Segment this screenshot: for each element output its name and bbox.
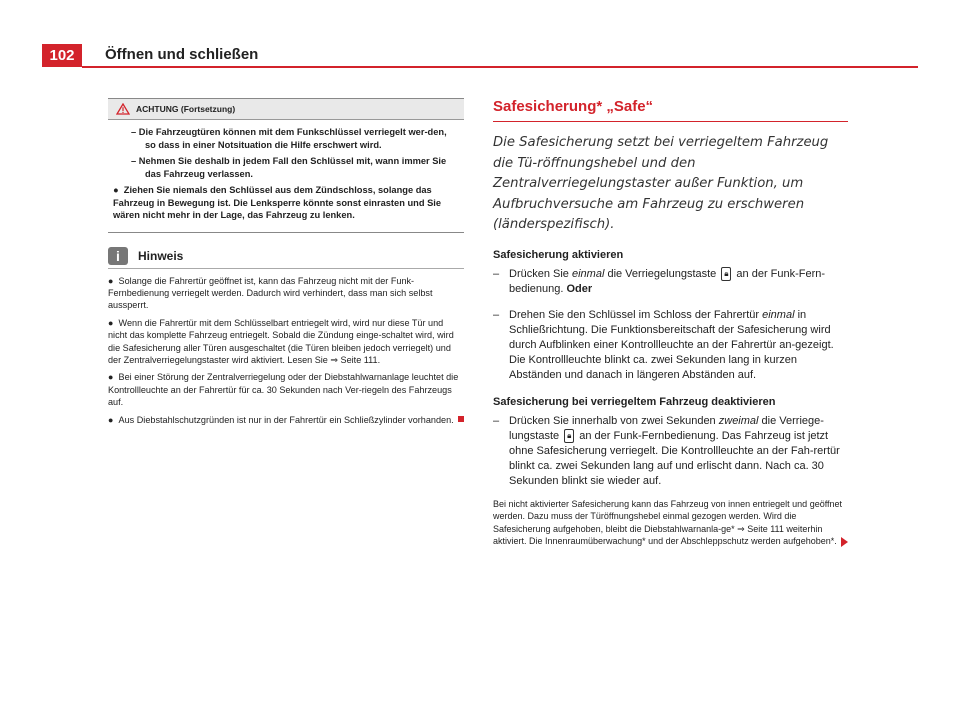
lock-key-icon: 🔒︎ — [564, 429, 574, 443]
activate-heading: Safesicherung aktivieren — [493, 248, 624, 261]
section-footer-text: Bei nicht aktivierter Safesicherung kann das Fahrzeug von innen entriegelt und geöffnet werden. Dazu muss der Türöffnungshebel einmal gezogen werden. Wird die Safesicherung aufgehoben, bleibt die Diebstahlwarnanla-ge* ⇒ Seite 111 weiterhin aktiviert. Die Innenraumüberwachung* und der Abschleppschutz werden aufgehoben*. — [493, 498, 848, 547]
section-title: Safesicherung* „Safe“ — [493, 98, 654, 115]
activate-step: – Drücken Sie einmal die Verriegelungstaste 🔒︎ an der Funk-Fern-bedienung. Oder — [493, 267, 826, 295]
note-item: ● Bei einer Störung der Zentralverriegelung oder der Diebstahlwarnanlage leuchtet die Kontrollleuchte an der Fahrertür für ca. 30 Sekunden nach Ver-riegeln des Fahrzeugs auf. — [108, 372, 459, 408]
note-divider — [108, 268, 464, 269]
section-lead: Die Safesicherung setzt bei verriegeltem Fahrzeug die Tü-röffnungshebel und den Zentralverriegelungstaster außer Funktion, um Aufbruchversuche am Fahrzeug zu erschweren (länderspezifisch). — [493, 135, 829, 233]
end-marker-icon — [458, 416, 464, 422]
note-item: ● Aus Diebstahlschutzgründen ist nur in der Fahrertür ein Schließzylinder vorhanden. — [108, 414, 464, 426]
note-item: ● Solange die Fahrertür geöffnet ist, kann das Fahrzeug nicht mit der Funk-Fernbedienung verriegelt werden. Dadurch wird verhindert, dass man sich selbst aussperrt. — [108, 275, 433, 311]
continue-arrow-icon — [841, 537, 848, 547]
right-column — [493, 98, 848, 547]
warning-box — [108, 98, 464, 233]
note-body — [108, 275, 464, 426]
deactivate-heading: Safesicherung bei verriegeltem Fahrzeug deaktivieren — [493, 395, 776, 408]
warning-dash-item: – Die Fahrzeugtüren können mit dem Funkschlüssel verriegelt wer-den, so dass in einer Notsituation die Hilfe erschwert wird. — [131, 127, 447, 150]
info-icon: i — [108, 247, 128, 265]
page-number: 102 — [42, 44, 82, 67]
deactivate-step: – Drücken Sie innerhalb von zwei Sekunden zweimal die Verriege-lungstaste 🔒︎ an der Funk-Fernbedienung. Das Fahrzeug ist jetzt ohne Safesicherung verriegelt. Die Kontrollleuchte an der Fah-rertür blinkt ca. zwei Sekunden lang auf und erlischt dann. Nach ca. 30 Sekunden blinkt sie wieder auf. — [493, 414, 840, 487]
warning-triangle-icon — [116, 103, 130, 115]
warning-bullet-item: ● Ziehen Sie niemals den Schlüssel aus dem Zündschloss, solange das Fahrzeug in Bewegung ist. Die Lenksperre könnte sonst einrasten und Sie wären nicht mehr in der Lage, das Fahrzeug zu lenken. — [113, 185, 442, 220]
chapter-title: Öffnen und schließen — [105, 46, 259, 63]
warning-header — [108, 99, 464, 120]
header-divider — [82, 66, 918, 68]
warning-title: ACHTUNG (Fortsetzung) — [136, 104, 236, 114]
left-column — [108, 98, 464, 431]
note-title: Hinweis — [138, 248, 184, 263]
section-divider — [493, 121, 848, 122]
warning-dash-item: – Nehmen Sie deshalb in jedem Fall den Schlüssel mit, wann immer Sie das Fahrzeug verlassen. — [131, 156, 447, 179]
lock-key-icon: 🔒︎ — [721, 267, 731, 281]
note-item: ● Wenn die Fahrertür mit dem Schlüsselbart entriegelt wird, wird nur diese Tür und nicht das komplette Fahrzeug entriegelt. Sobald die Zündung einge-schaltet wird, wird die Safesicherung aller Türen ausgeschaltet (die Türen bleiben jedoch verriegelt) und der Zentralverriegelungstaster wird aktiviert. Lesen Sie ⇒ Seite 111. — [108, 317, 454, 365]
activate-step: – Drehen Sie den Schlüssel im Schloss der Fahrertür einmal in Schließrichtung. Die Funktionsbereitschaft der Safesicherung wird durch Aufblinken einer Kontrollleuchte an der Fahrertür an-gezeigt. Die Kontrollleuchte blinkt ca. zwei Sekunden lang in kurzen Abständen und danach in längeren Abständen auf. — [493, 308, 834, 381]
note-header — [108, 247, 464, 265]
